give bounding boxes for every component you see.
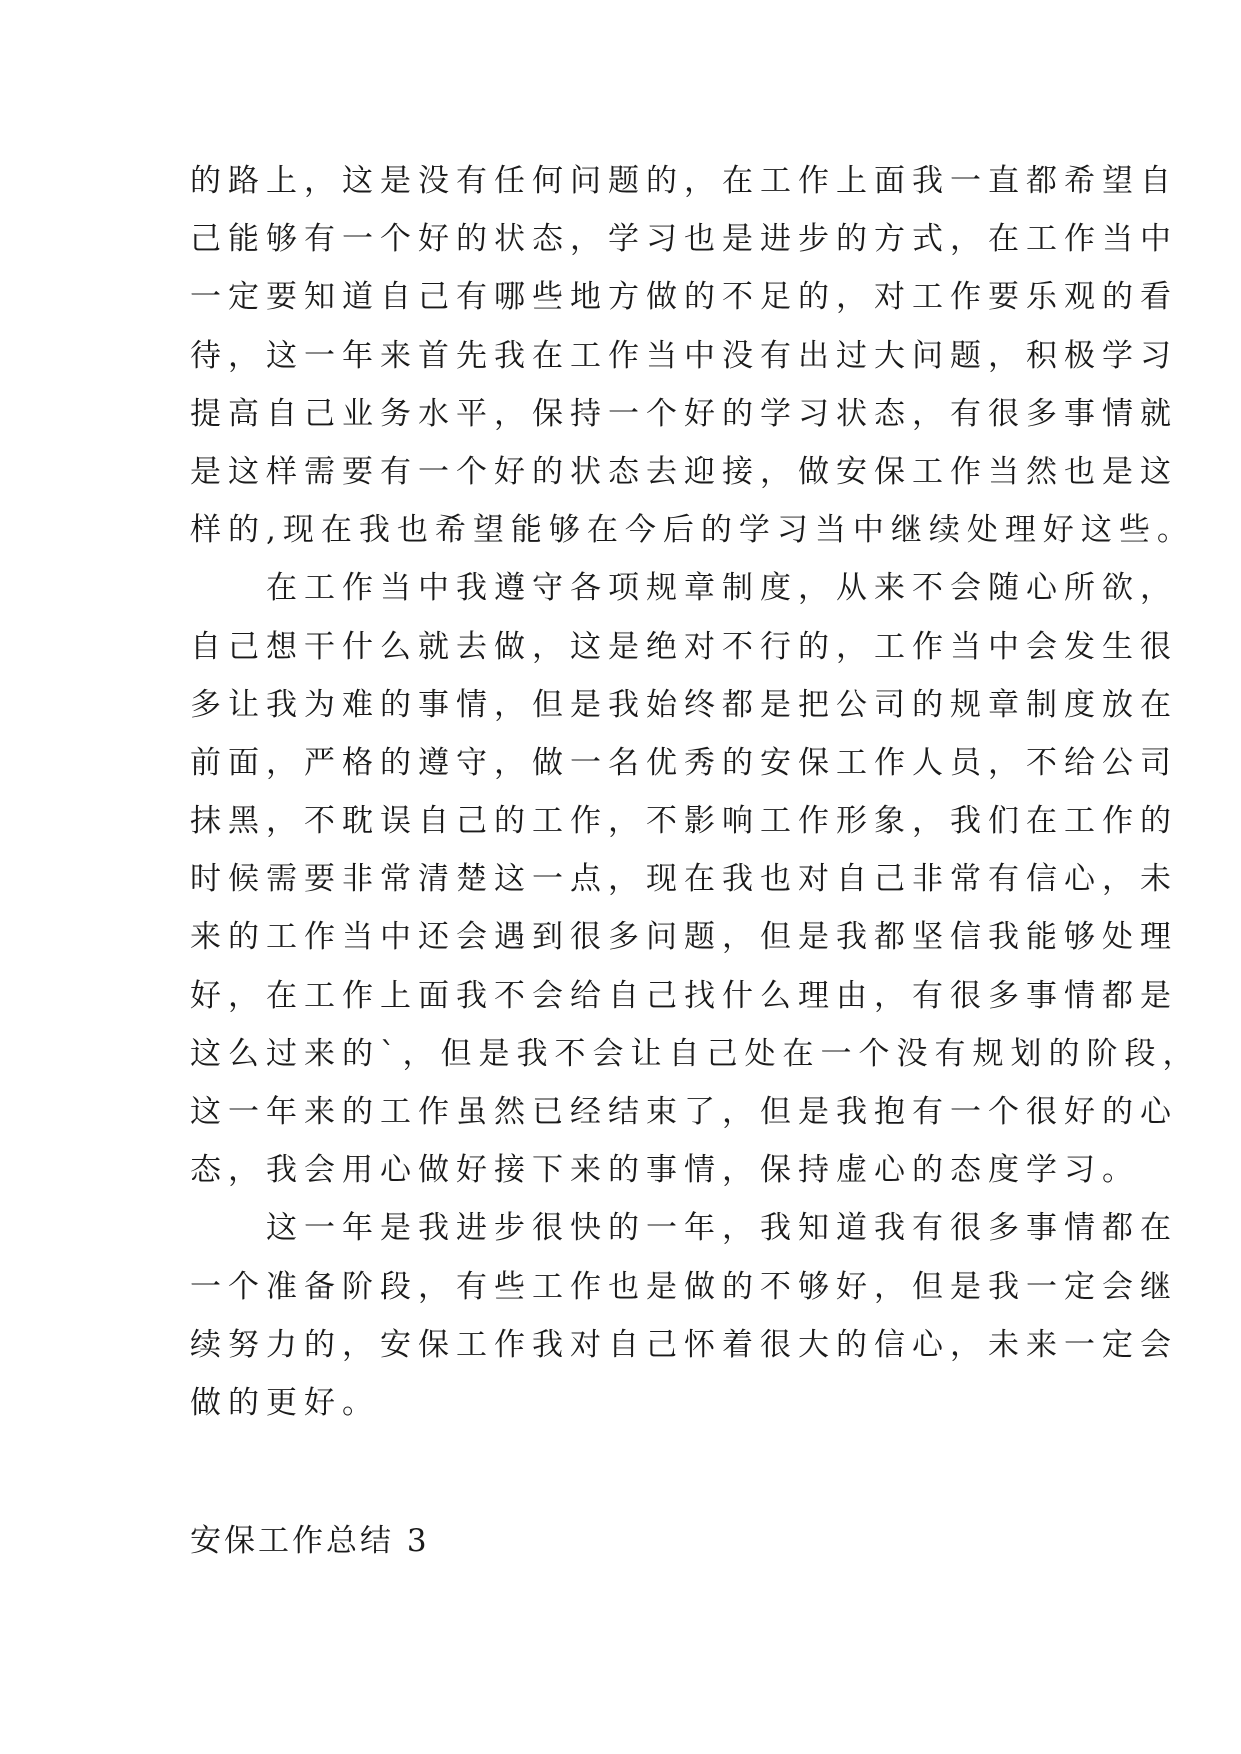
text-line: 一定要知道自己有哪些地方做的不足的，对工作要乐观的看 (190, 279, 1178, 316)
text-line: 做的更好。 (190, 1384, 380, 1421)
text-line: 续努力的，安保工作我对自己怀着很大的信心，未来一定会 (190, 1326, 1178, 1363)
document-body (190, 152, 1201, 1432)
text-line: 提高自己业务水平，保持一个好的学习状态，有很多事情就 (190, 395, 1178, 432)
text-line: 态，我会用心做好接下来的事情，保持虚心的态度学习。 (190, 1152, 1140, 1189)
text-line: 时候需要非常清楚这一点，现在我也对自己非常有信心，未 (190, 861, 1178, 898)
text-line: 样的,现在我也希望能够在今后的学习当中继续处理好这些。 (190, 512, 1195, 549)
text-line: 在工作当中我遵守各项规章制度，从来不会随心所欲， (190, 570, 1178, 607)
text-line: 多让我为难的事情，但是我始终都是把公司的规章制度放在 (190, 686, 1178, 723)
text-line: 己能够有一个好的状态，学习也是进步的方式，在工作当中 (190, 221, 1178, 258)
text-line: 这么过来的`，但是我不会让自己处在一个没有规划的阶段， (190, 1035, 1201, 1072)
text-line: 这一年是我进步很快的一年，我知道我有很多事情都在 (190, 1210, 1178, 1247)
text-line: 的路上，这是没有任何问题的，在工作上面我一直都希望自 (190, 163, 1178, 199)
text-line: 来的工作当中还会遇到很多问题，但是我都坚信我能够处理 (190, 919, 1178, 956)
text-line: 前面，严格的遵守，做一名优秀的安保工作人员，不给公司 (190, 744, 1178, 781)
section-heading: 安保工作总结 3 (190, 1523, 430, 1559)
text-line: 一个准备阶段，有些工作也是做的不够好，但是我一定会继 (190, 1268, 1178, 1305)
text-line: 是这样需要有一个好的状态去迎接，做安保工作当然也是这 (190, 453, 1178, 490)
text-line: 好，在工作上面我不会给自己找什么理由，有很多事情都是 (190, 977, 1178, 1014)
text-line: 这一年来的工作虽然已经结束了，但是我抱有一个很好的心 (190, 1094, 1178, 1130)
text-line: 待，这一年来首先我在工作当中没有出过大问题，积极学习 (190, 337, 1178, 374)
text-line: 抹黑，不耽误自己的工作，不影响工作形象，我们在工作的 (190, 803, 1178, 840)
text-line: 自己想干什么就去做，这是绝对不行的，工作当中会发生很 (190, 628, 1178, 665)
